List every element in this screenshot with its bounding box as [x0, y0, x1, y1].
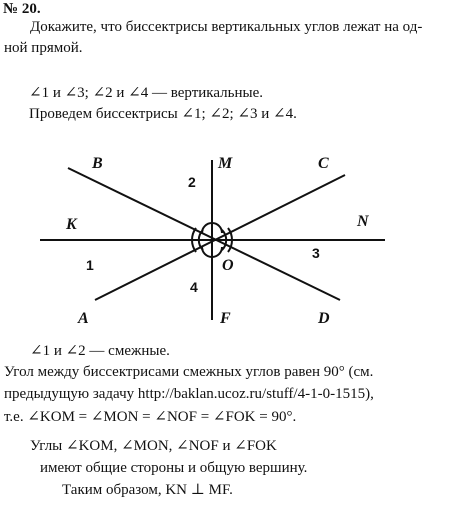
point-a-label: A — [78, 310, 89, 327]
point-f-label: F — [220, 310, 231, 327]
given-bisectors: Проведем биссектрисы ∠1; ∠2; ∠3 и ∠4. — [29, 106, 297, 122]
angle-2-label: 2 — [188, 174, 196, 190]
problem-statement-line2: ной прямой. — [4, 40, 83, 56]
problem-statement-line1: Докажите, что биссектрисы вертикальных углов лежат на од- — [30, 19, 423, 35]
angle-3-label: 3 — [312, 245, 320, 261]
point-b-label: B — [92, 155, 103, 172]
line-ac — [95, 175, 345, 300]
solution-line-a: Угол между биссектрисами смежных углов равен 90° (см. — [4, 364, 374, 380]
line-bd — [68, 168, 340, 300]
given-vertical-pairs: ∠1 и ∠3; ∠2 и ∠4 — вертикальные. — [29, 85, 263, 101]
angle-4-label: 4 — [190, 279, 198, 295]
point-m-label: M — [218, 155, 233, 172]
solution-line-e: имеют общие стороны и общую вершину. — [40, 460, 308, 476]
angle-1-label: 1 — [86, 257, 94, 273]
point-k-label: K — [66, 216, 77, 233]
point-c-label: C — [318, 155, 329, 172]
solution-line-b: предыдущую задачу http://baklan.ucoz.ru/stuff/4-1-0-1515), — [4, 386, 374, 402]
solution-line-c: т.е. ∠KOM = ∠MON = ∠NOF = ∠FOK = 90°. — [4, 409, 297, 425]
point-o-label: O — [222, 257, 234, 274]
solution-adjacent-angles: ∠1 и ∠2 — смежные. — [30, 343, 170, 359]
point-d-label: D — [318, 310, 330, 327]
point-n-label: N — [357, 213, 369, 230]
solution-line-d: Углы ∠KOM, ∠MON, ∠NOF и ∠FOK — [30, 438, 277, 454]
solution-conclusion: Таким образом, KN ⊥ MF. — [62, 482, 233, 498]
problem-number: № 20. — [3, 1, 41, 17]
